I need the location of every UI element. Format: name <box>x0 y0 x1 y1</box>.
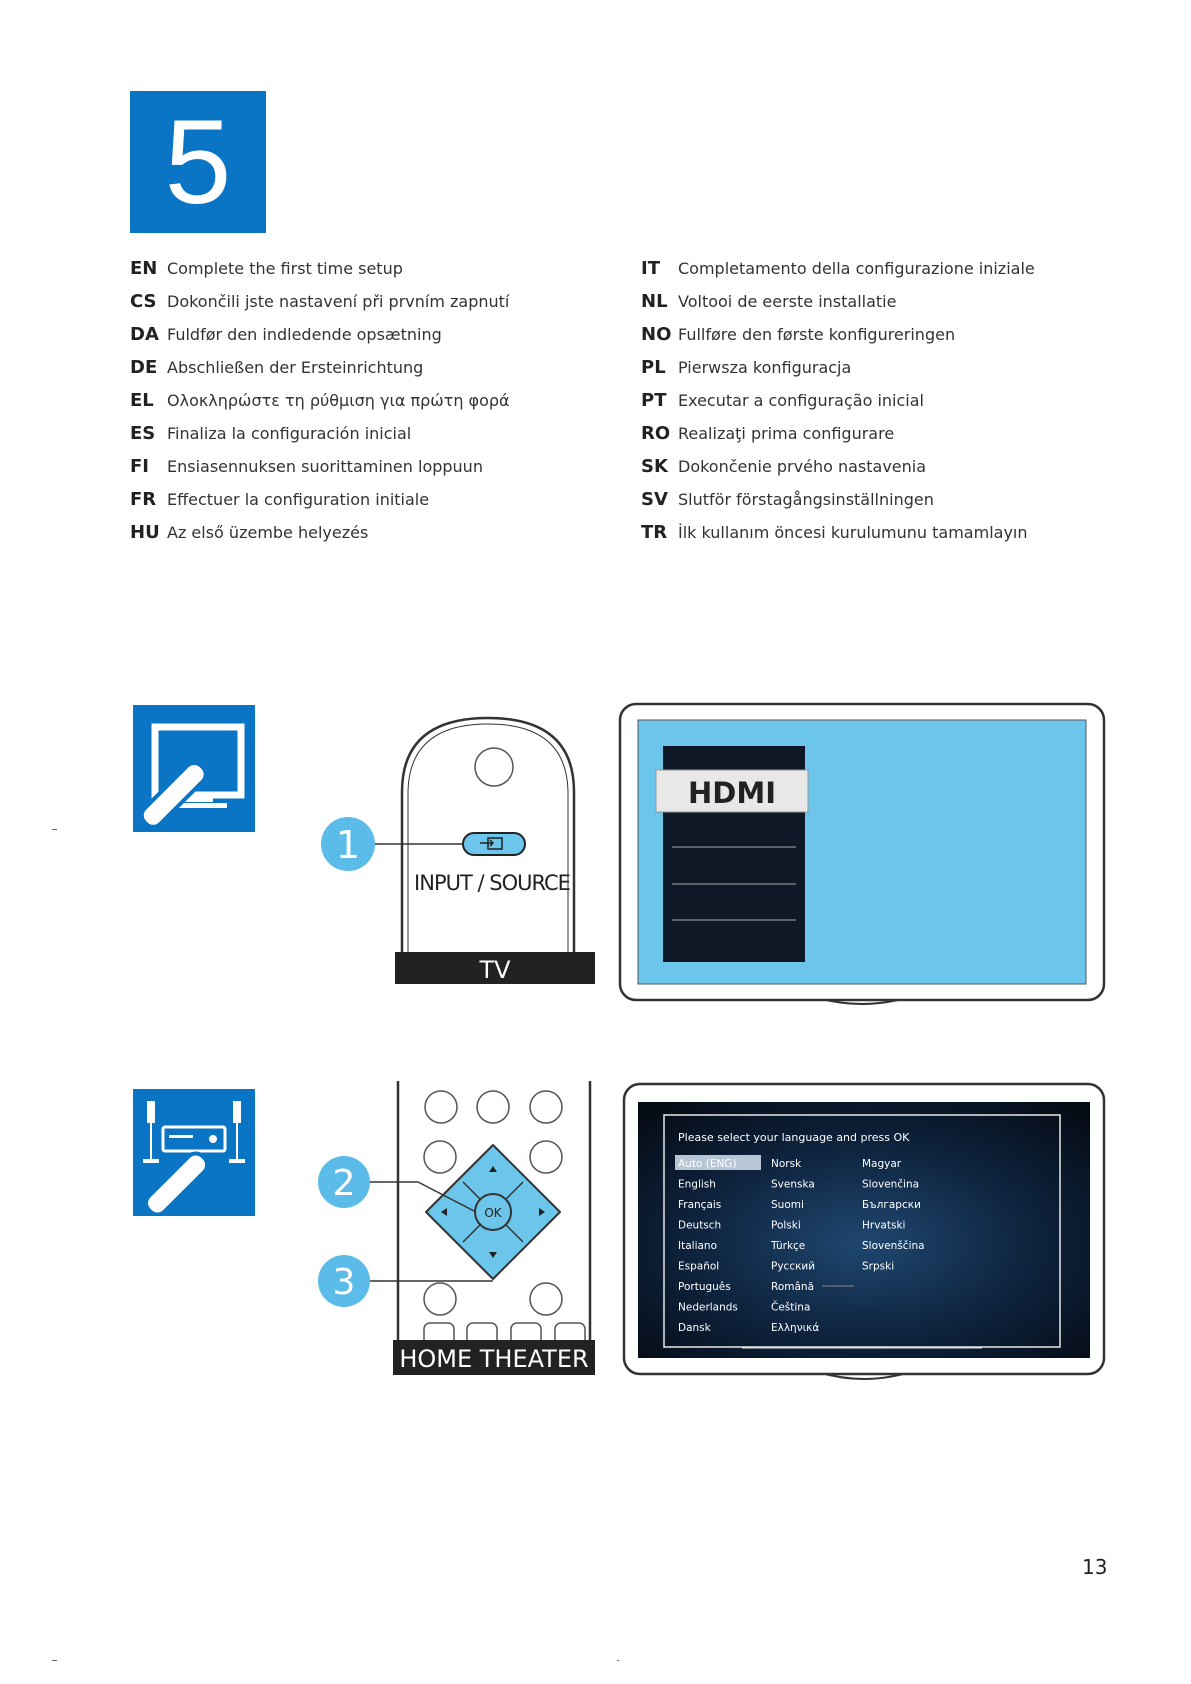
language-row <box>641 450 1035 483</box>
language-text: Finaliza la configuración inicial <box>167 424 412 443</box>
language-text: Effectuer la configuration initiale <box>167 490 430 509</box>
language-option: Slovenščina <box>862 1240 925 1252</box>
language-option: Ελληνικά <box>771 1322 820 1334</box>
language-text: İlk kullanım öncesi kurulumunu tamamlayın <box>678 523 1028 542</box>
language-row <box>130 483 510 516</box>
language-code: EL <box>130 390 154 411</box>
language-text: Realizaţi prima configurare <box>678 424 895 443</box>
language-code: PT <box>641 390 667 411</box>
language-code: SV <box>641 489 668 510</box>
language-option: Dansk <box>678 1322 711 1334</box>
language-option: Български <box>862 1199 921 1211</box>
crop-mark <box>617 1660 619 1661</box>
language-code: DA <box>130 324 159 345</box>
language-row <box>130 450 510 483</box>
language-screen-illustration <box>622 1082 1106 1388</box>
language-option: Deutsch <box>678 1219 722 1232</box>
language-code: IT <box>641 258 660 279</box>
language-row <box>130 285 510 318</box>
language-option: Español <box>678 1260 720 1273</box>
crop-mark <box>52 829 57 830</box>
hdmi-label: HDMI <box>688 776 776 810</box>
language-row <box>641 483 1035 516</box>
language-code: RO <box>641 423 671 444</box>
language-text: Az első üzembe helyezés <box>167 523 369 542</box>
tv-remote-label: TV <box>479 956 511 984</box>
language-text: Pierwsza konfiguracja <box>678 358 852 377</box>
language-option: Italiano <box>678 1240 717 1252</box>
language-option: Русский <box>771 1260 816 1273</box>
language-row <box>641 417 1035 450</box>
language-text: Fuldfør den indledende opsætning <box>167 325 442 344</box>
language-row <box>130 384 510 417</box>
callout-2-label: 2 <box>332 1163 356 1204</box>
language-code: NO <box>641 324 672 345</box>
language-text: Ensiasennuksen suorittaminen loppuun <box>167 457 483 476</box>
language-row <box>130 417 510 450</box>
language-row <box>641 318 1035 351</box>
tv-remote-icon <box>133 705 255 832</box>
tv-remote-illustration <box>318 712 598 992</box>
input-source-button <box>463 833 525 855</box>
input-source-label: INPUT / SOURCE <box>414 871 570 895</box>
callout-1-label: 1 <box>335 823 361 867</box>
language-option: Română <box>771 1281 814 1293</box>
tv-screen-illustration <box>618 702 1106 1010</box>
crop-mark <box>52 1660 57 1661</box>
language-option: Srpski <box>862 1260 895 1273</box>
language-text: Executar a configuração inicial <box>678 391 924 410</box>
page-number: 13 <box>1082 1555 1108 1579</box>
language-code: TR <box>641 522 668 543</box>
language-row <box>130 252 510 285</box>
language-code: NL <box>641 291 668 312</box>
ok-button-label: OK <box>484 1206 502 1220</box>
home-theater-remote-label: HOME THEATER <box>399 1345 589 1373</box>
step-number-box: 5 <box>130 91 266 233</box>
language-option: Magyar <box>862 1158 902 1170</box>
language-row <box>130 351 510 384</box>
language-row <box>130 516 510 549</box>
home-theater-remote-icon <box>133 1089 255 1216</box>
language-option: English <box>678 1178 716 1191</box>
language-text: Dokončili jste nastavení při prvním zapnutí <box>167 292 510 311</box>
language-list-left <box>130 252 510 549</box>
language-text: Slutför förstagångsinställningen <box>678 490 934 509</box>
language-option: Norsk <box>771 1158 802 1170</box>
language-code: EN <box>130 258 158 279</box>
language-prompt: Please select your language and press OK <box>678 1131 910 1144</box>
language-option: Suomi <box>771 1199 804 1211</box>
language-list-right <box>641 252 1035 549</box>
language-option: Čeština <box>771 1301 811 1314</box>
language-code: CS <box>130 291 157 312</box>
language-row <box>641 516 1035 549</box>
language-option: Hrvatski <box>862 1219 906 1232</box>
language-option: Polski <box>771 1219 801 1232</box>
language-row <box>641 252 1035 285</box>
language-code: FR <box>130 489 157 510</box>
language-code: DE <box>130 357 158 378</box>
callout-3-label: 3 <box>332 1262 356 1303</box>
language-option: Auto (ENG) <box>678 1158 737 1170</box>
language-option: Français <box>678 1199 722 1211</box>
language-row <box>641 351 1035 384</box>
language-option: Nederlands <box>678 1301 738 1314</box>
language-text: Voltooi de eerste installatie <box>678 292 897 311</box>
language-text: Completamento della configurazione iniziale <box>678 259 1035 278</box>
language-option: Português <box>678 1281 731 1293</box>
language-code: ES <box>130 423 156 444</box>
language-text: Dokončenie prvého nastavenia <box>678 457 927 476</box>
language-code: PL <box>641 357 666 378</box>
language-text: Abschließen der Ersteinrichtung <box>167 358 424 377</box>
home-theater-remote-illustration <box>306 1081 598 1381</box>
language-option: Svenska <box>771 1178 815 1191</box>
language-text: Ολοκληρώστε τη ρύθμιση για πρώτη φορά <box>167 391 510 410</box>
language-code: SK <box>641 456 668 477</box>
language-option: Türkçe <box>771 1240 806 1252</box>
language-option: Slovenčina <box>862 1178 920 1191</box>
language-text: Fullføre den første konfigureringen <box>678 325 956 344</box>
language-row <box>641 285 1035 318</box>
language-row <box>641 384 1035 417</box>
language-text: Complete the first time setup <box>167 259 403 278</box>
language-code: HU <box>130 522 160 543</box>
language-code: FI <box>130 456 149 477</box>
language-row <box>130 318 510 351</box>
